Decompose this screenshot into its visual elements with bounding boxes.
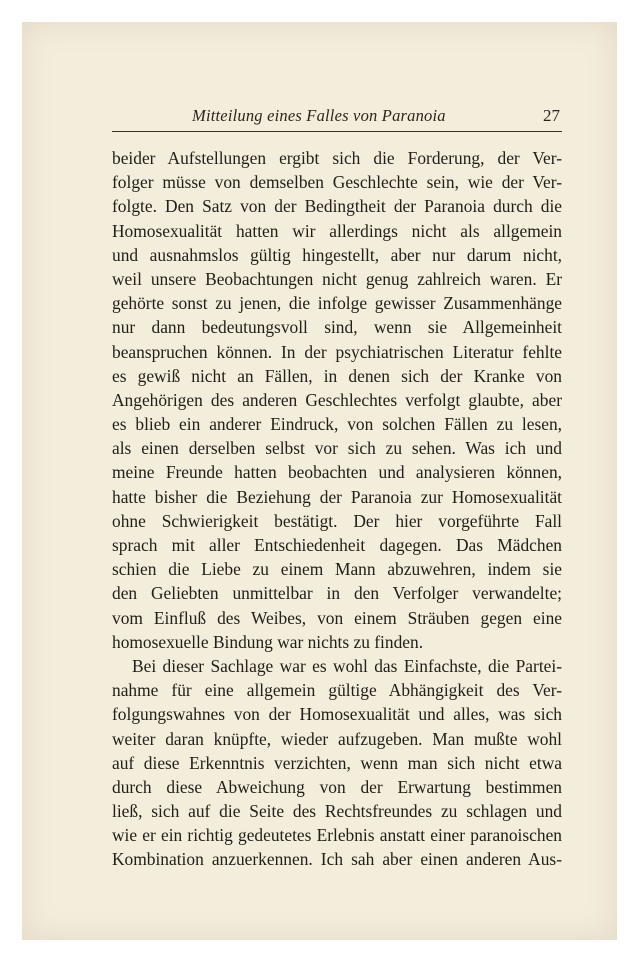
- text-line: ohne Schwierigkeit bestätigt. Der hier vorgeführte Fall: [112, 510, 562, 531]
- text-line: es gewiß nicht an Fällen, in denen sich der Kranke von: [112, 365, 562, 386]
- text-line: auf diese Erkenntnis verzichten, wenn man sich nicht etwa: [112, 752, 562, 773]
- text-line: Homosexualität hatten wir allerdings nicht als allgemein: [112, 220, 562, 241]
- text-line: ließ, sich auf die Seite des Rechtsfreundes zu schlagen und: [112, 801, 562, 822]
- text-line: Angehörigen des anderen Geschlechtes verfolgt glaubte, aber: [112, 389, 562, 410]
- paragraph-1: [112, 146, 562, 654]
- text-line: nahme für eine allgemein gültige Abhängigkeit des Ver-: [112, 680, 562, 701]
- text-line: wie er ein richtig gedeutetes Erlebnis anstatt einer paranoischen: [112, 825, 562, 846]
- text-line: den Geliebten unmittelbar in den Verfolger verwandelte;: [112, 583, 562, 604]
- text-line: nur dann bedeutungsvoll sind, wenn sie Allgemeinheit: [112, 317, 562, 338]
- text-line: und ausnahmslos gültig hingestellt, aber nur darum nicht,: [112, 244, 562, 265]
- running-header: [112, 106, 562, 132]
- paragraph-2: [112, 654, 562, 872]
- text-line: Bei dieser Sachlage war es wohl das Einfachste, die Partei-: [132, 655, 562, 676]
- text-line: als einen derselben selbst vor sich zu sehen. Was ich und: [112, 438, 562, 459]
- text-line: weiter daran knüpfte, wieder aufzugeben. Man mußte wohl: [112, 728, 562, 749]
- text-line: beanspruchen können. In der psychiatrischen Literatur fehlte: [112, 341, 562, 362]
- body-text: [112, 146, 562, 872]
- text-line: es blieb ein anderer Eindruck, von solchen Fällen zu lesen,: [112, 414, 562, 435]
- text-line: sprach mit aller Entschiedenheit dagegen. Das Mädchen: [112, 535, 562, 555]
- text-line: folgungswahnes von der Homosexualität und alles, was sich: [112, 704, 562, 725]
- text-line: Kombination anzuerkennen. Ich sah aber einen anderen Aus-: [112, 849, 562, 870]
- text-line: weil unsere Beobachtungen nicht genug zahlreich waren. Er: [112, 268, 562, 289]
- text-line: schien die Liebe zu einem Mann abzuwehren, indem sie: [112, 559, 562, 580]
- text-line: hatte bisher die Beziehung der Paranoia zur Homosexualität: [112, 486, 562, 507]
- text-line: vom Einfluß des Weibes, von einem Sträuben gegen eine: [112, 607, 562, 628]
- book-page: [22, 22, 617, 940]
- text-line: gehörte sonst zu jenen, die infolge gewisser Zusammenhänge: [112, 293, 562, 314]
- text-line: folger müsse von demselben Geschlechte sein, wie der Ver-: [112, 172, 562, 193]
- text-line: meine Freunde hatten beobachten und analysieren können,: [112, 462, 562, 483]
- header-rule: [112, 131, 562, 132]
- text-line: homosexuelle Bindung war nichts zu finden.: [112, 631, 424, 652]
- running-title: Mitteilung eines Falles von Paranoia: [192, 106, 446, 125]
- text-line: beider Aufstellungen ergibt sich die Forderung, der Ver-: [112, 148, 562, 168]
- text-line: folgte. Den Satz von der Bedingtheit der Paranoia durch die: [112, 196, 562, 217]
- page-number: 27: [543, 106, 560, 125]
- text-line: durch diese Abweichung von der Erwartung bestimmen: [112, 776, 562, 797]
